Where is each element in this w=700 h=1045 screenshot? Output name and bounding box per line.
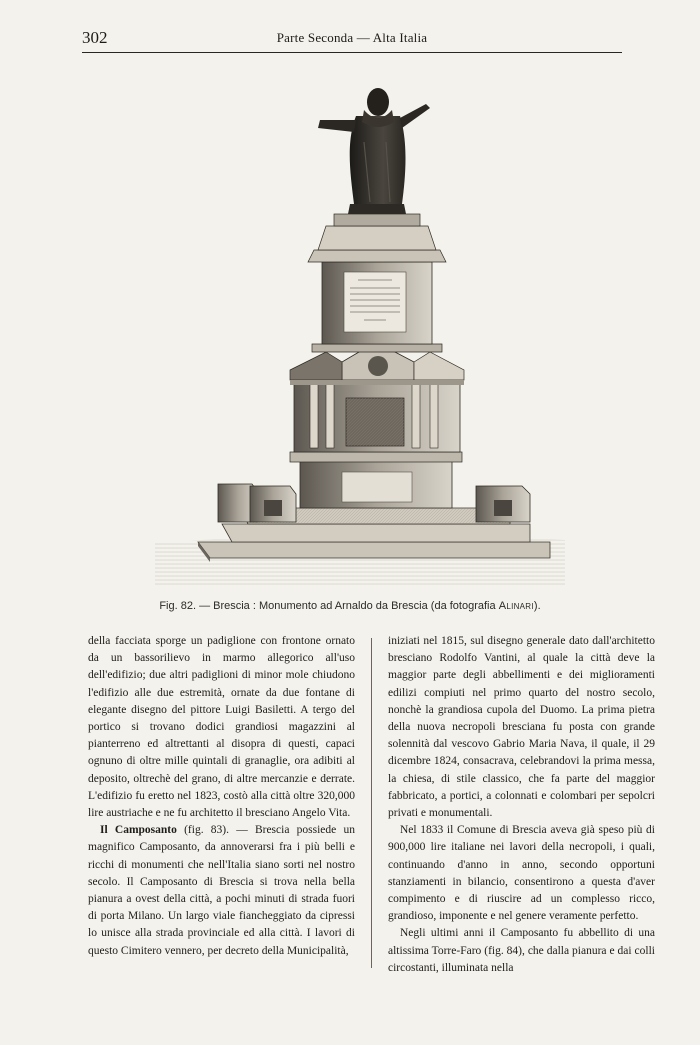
paragraph: iniziati nel 1815, sul disegno generale dato dall'architetto bresciano Rodolfo Vantini, al quale la città deve la maggior parte degli abbellimenti e dei miglioramenti edilizi compiuti nel primo quarto del nostro secolo, nonchè la grandiosa cupola del Duomo. La prima pietra della nuova necropoli bresciana fu posta con grande solennità dal vescovo Gabrio Maria Nava, il quale, il 29 dicembre 1824, consacrava, celebrandovi la prima messa, la chiesa, di stile classico, che fa parte del maggior fabbricato, a portici, a colonnati e colombari per sepolcri privati e monumentali. xyxy=(388,635,655,820)
page-number: 302 xyxy=(82,28,108,47)
page-header xyxy=(82,28,622,53)
monument-figure xyxy=(150,62,570,592)
paragraph xyxy=(88,822,355,960)
caption-suffix: ). xyxy=(533,600,541,612)
statue xyxy=(318,88,430,214)
arcade-stage xyxy=(290,342,464,452)
figure-reference: (fig. 83). — xyxy=(176,824,255,837)
figure-caption xyxy=(60,600,640,612)
section-title: Il Camposanto xyxy=(100,824,177,837)
caption-credit: Alinari xyxy=(498,600,534,612)
monument-illustration xyxy=(150,62,570,592)
text-column-right xyxy=(388,633,655,977)
pedestal xyxy=(290,452,462,508)
paragraph: della facciata sporge un padiglione con frontone ornato da un bassorilievo in marmo allegorico all'uso dell'edifizio; due altri padiglioni di minor mole chiudono l'edifizio alle due estremità, ornate da due fontane di elegante disegno del pittore Luigi Basiletti. A tergo del portico si trovano dodici grandiosi magazzini al pianterreno ed altrettanti al disopra di questi, capaci ognuno di oltre mille quintali di granaglie, ora adibiti al deposito, oltrechè del grano, di altre mercanzie e derrate. L'edifizio fu eretto nel 1823, costò alla città oltre 320,000 lire austriache e ne fu architetto il bresciano Angelo Vita. xyxy=(88,635,355,820)
paragraph: Negli ultimi anni il Camposanto fu abbellito di una altissima Torre-Faro (fig. 84), che dalla pianura e dai colli circostanti, illuminata nella xyxy=(388,927,655,974)
running-head: Parte Seconda — Alta Italia xyxy=(276,30,428,45)
caption-text: Fig. 82. — Brescia : Monumento ad Arnaldo da Brescia (da fotografia xyxy=(159,600,499,612)
paragraph-text: Brescia possiede un magnifico Camposanto, da annoverarsi fra i più belli e ricchi di monumenti che nell'Italia siano sorti nel nostro secolo. Il Camposanto di Brescia si trova nella bella pianura a ovest della città, a pochi minuti di strada fuori di porta Milano. Un largo viale fiancheggiato da cipressi lo unisce alla strada provinciale ed alla città. I lavori di questo Cimitero vennero, per decreto della Municipalità, xyxy=(88,824,355,957)
column-divider xyxy=(371,638,372,968)
paragraph: Nel 1833 il Comune di Brescia aveva già speso più di 900,000 lire italiane nei lavori della necropoli, i quali, continuando d'anno in anno, secondo opportuni stanziamenti in bilancio, consentirono a questa d'aver compimento e di riuscire ad un complesso ricco, grandioso, imponente e nel genere veramente perfetto. xyxy=(388,824,655,923)
text-column-left xyxy=(88,633,355,960)
inscription-die xyxy=(308,214,446,352)
